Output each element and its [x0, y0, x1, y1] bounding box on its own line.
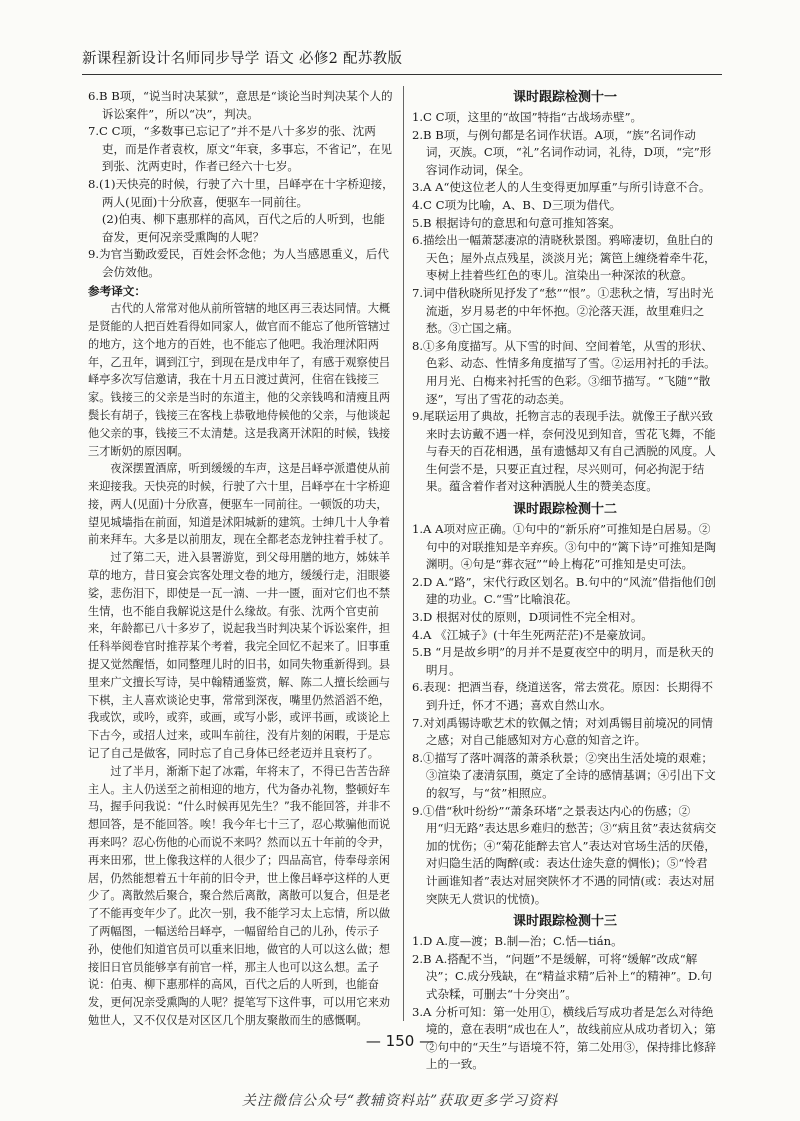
- section-12-item: 2.D A.“路”，宋代行政区划名。B.句中的“风流”借指他们创建的功业。C.“雪”比喻浪花。: [412, 574, 716, 607]
- page-number: — 150 —: [365, 1032, 435, 1050]
- section-title-13: 课时跟踪检测十三: [512, 914, 617, 930]
- section-11-item: 8.①多角度描写。从下雪的时间、空间着笔，从雪的形状、色彩、动态、性情多角度描写了雪。②运用衬托的手法。用月光、白梅来衬托雪的色彩。③细节描写。“飞随”“散逐”，写出了雪花的动态美。: [412, 338, 716, 406]
- section-11-item: 4.C C项为比喻，A、B、D三项为借代。: [412, 197, 622, 212]
- section-12-item: 8.①描写了落叶凋落的萧杀秋景；②突出生活处境的艰难；③渲染了凄清氛围，奠定了全诗的感情基调；④引出下文的叙写，与“贫”相照应。: [412, 750, 716, 800]
- answer-6: 6.B B项，“说当时决某狱”，意思是“谈论当时判决某个人的诉讼案件”，所以“决”，判决。: [88, 89, 393, 121]
- section-13-item: 3.A 分析可知：第一处用①，横线后写成功者是怎么对待绝境的，意在表明“成也在人”，故线前应从成功者切入；第②句中的“天生”与语境不符，第二处用③，保持排比修辞上的一致。: [412, 1004, 717, 1072]
- answer-9: 9.为官当勤政爱民，百姓会怀念他；为人当感恩重义，后代会仿效他。: [88, 247, 389, 279]
- translation-paragraph: 夜深摆置酒席，听到缓缓的车声，这是吕峄亭派遣使从前来迎接我。天快亮的时候，行驶了六十里，吕峄亭在十字桥迎接，两人(见面)十分欣喜，便驱车一同前往。一顿饭的功夫，望见城墙指在前面，知道是沭阳城新的建筑。士绅几十人争着前来拜车。大多是以前朋友，现在全都老态龙钟拄着手杖了。: [88, 462, 391, 547]
- footer-note: 关注微信公众号“教辅资料站”获取更多学习资料: [241, 1093, 559, 1109]
- section-12-item: 9.①借“秋叶纷纷”“萧条环堵”之景表达内心的伤感；②用“归无路”表达思乡难归的愁苦；③“病且贫”表达贫病交加的忧伤；④“菊花能醉去官人”表达对官场生活的厌倦，对归隐生活的陶醉(或：表达仕途失意的惆怅)；⑤“怜君计画谁知者”表达对屈突陕怀才不遇的同情(或：表达对屈突陕无人赏识的忧愤)。: [412, 803, 717, 906]
- section-11-item: 3.A A“使这位老人的人生变得更加厚重”与所引诗意不合。: [412, 180, 711, 195]
- translation-paragraph: 古代的人常常对他从前所管辖的地区再三表达同情。大概是贤能的人把百姓看得如同家人，做官而不能忘了他所管辖过的地方，这个地方的百姓，也不能忘了他吧。我治理沭阳两年，乙丑年，调到江宁，到现在是戊申年了，有感于观察使吕峄亭多次写信邀请，我在十月五日渡过黄河，住宿在钱接三家。钱接三的父亲是当时的东道主，他的父亲钱鸣和清瘦且两鬓长有胡子，钱接三在客栈上恭敬地侍候他的父亲，与他谈起他父亲的事，钱接三不太清楚。这是我离开沭阳的时候，钱接三才断奶的原因啊。: [88, 302, 391, 458]
- section-13-item: 2.B A.搭配不当，“问题”不是缓解，可将“缓解”改成“解决”；C.成分残缺，在“精益求精”后补上“的精神”。D.句式杂糅，可删去“十分突出”。: [412, 951, 713, 1001]
- translation-paragraph: 过了第二天，进入县署游览，到父母用膳的地方，姊妹羊草的地方，昔日宴会宾客处理文卷的地方，缓缓行走，泪眼婆娑，悲伤泪下，即使是一瓦一湳、一井一匮，面对它们也不禁生情，也不能自我解说这是什么缘故。有张、沈两个官吏前来，年龄都已八十多岁了，说起我当时判决某个诉讼案件，担任科举阅卷官时推荐某个考着，我完全回忆不起来了。旧事重提又觉然醒悟，如同整理儿时的旧书，如同失物重新得到。县里来广文擅长写诗，吴中翰精通鉴赏，解、陈二人擅长绘画与下棋，主人喜欢谈论史事，常常到深夜，嘴里仍然滔滔不绝，我或饮，或吟，或弈，或画，或写小影，或评书画，或谈论上下古今，或招人过来，或叫车前往，没有片刻的闲暇，于是忘记了自己是做客，同时忘了自己身体已经老迈并且衰朽了。: [88, 551, 391, 761]
- column-divider: [403, 86, 404, 1021]
- section-12-item: 4.A 《江城子》(十年生死两茫茫)不是豪放词。: [412, 627, 653, 642]
- answer-8-sub: (2)伯夷、柳下惠那样的高风，百代之后的人听到，也能奋发，更何况亲受熏陶的人呢？: [101, 212, 385, 244]
- section-13-item: 1.D A.度—渡；B.制—治；C.恬—tián。: [412, 934, 623, 949]
- left-column: [88, 88, 394, 1030]
- section-11-item: 9.尾联运用了典故，托物言志的表现手法。就像王子猷兴致来时去访戴不遇一样，奈何没见到知音，雪花飞舞，不能与春天的百花相遇，虽有遗憾却又有自己洒脱的风度。人生何尝不是，只要正直过程，尽兴则可，何必拘泥于结果。蕴含着作者对这种洒脱人生的赞美态度。: [412, 409, 716, 494]
- section-12-item: 1.A A项对应正确。①句中的“新乐府”可推知是白居易。②句中的对联推知是辛弃疾。③句中的“篱下诗”可推知是陶渊明。④句是“葬衣冠”“岭上梅花”可推知是史可法。: [412, 522, 717, 572]
- section-12-item: 5.B “月是故乡明”的月并不是夏夜空中的明月，而是秋天的明月。: [412, 645, 714, 677]
- section-title-11: 课时跟踪检测十一: [512, 90, 617, 105]
- section-title-12: 课时跟踪检测十二: [512, 502, 617, 518]
- header-rule: [82, 74, 722, 75]
- right-column: [412, 88, 718, 1074]
- section-12-item: 3.D 根据对仗的原则，D项词性不完全相对。: [412, 610, 643, 625]
- translation-paragraph: 过了半月，渐渐下起了冰霜，年将末了，不得已告苦告辞主人。主人仍送至之前相迎的地方，代为备办礼物，整顿好车马，握手问我说：“什么时候再见先生？”我不能回答，并非不想回答，是不能回答。唉！我今年七十三了，忍心欺骗他而说再来吗？忍心伤他的心而说不来吗？然而以五十年前的令尹，再来田邪，世上像我这样的人很少了；四品高官，侍奉母亲闲居，仍然能想着五十年前的旧令尹，世上像吕峄亭这样的人更少了。离散然后聚合，聚合然后离散，离散可以复合，但是老了不能再变年少了。此次一别，我不能学习太上忘情，所以做了两幅图，一幅送给吕峄亭，一幅留给自己的儿孙，传示子孙，使他们知道官员可以重来旧地，做官的人可以这么做；想接旧日官员能够享有前官一样，那主人也可以这么想。孟子说：伯夷、柳下惠那样的高风，百代之后的人听到，也能奋发，更何况亲受熏陶的人呢？提笔写下这件事，可以用它来劝勉世人，又不仅仅是对区区几个朋友聚散而生的感慨啊。: [88, 764, 391, 1027]
- section-11-item: 1.C C项，这里的“故国”特指“古战场赤壁”。: [412, 110, 643, 124]
- section-11-item: 7.词中借秋晓所见抒发了“愁”“恨”。①悲秋之情，写出时光流逝，岁月易老的中年怀抱。②沦落天涯，故里难归之愁。③亡国之痛。: [412, 285, 714, 336]
- page-header: 新课程新设计名师同步导学 语文 必修2 配苏教版: [82, 51, 403, 67]
- section-11-item: 5.B 根据诗句的意思和句意可推知答案。: [412, 215, 621, 230]
- section-11-item: 6.描绘出一幅萧瑟凄凉的清晓秋景图。鸦啼凄切，鱼肚白的天色；屋外点点残星，淡淡月光；篱笆上缠绕着牵牛花，枣树上挂着些红色的枣儿。渲染出一种深浓的秋意。: [412, 233, 716, 283]
- answer-8: 8.(1)天快亮的时候，行驶了六十里，吕峄亭在十字桥迎接，两人(见面)十分欣喜，便驱车一同前往。: [88, 176, 394, 209]
- answer-7: 7.C C项，“多数事已忘记了”并不是八十多岁的张、沈两吏，而是作者袁枚，原文“年衰，多事忘，不省记”，在见到张、沈两吏时，作者已经六十七岁。: [88, 124, 393, 174]
- section-12-item: 6.表现：把酒当春，绕道送客，常去赏花。原因：长期得不到升迁，怀才不遇；喜欢自然山水。: [412, 680, 713, 712]
- reference-translation-label: 参考译文：: [88, 283, 146, 298]
- section-11-item: 2.B B项，与例句都是名词作状语。A项，“族”名词作动词，灭族。C项，“礼”名词作动词，礼待，D项，“完”形容词作动词，保全。: [412, 127, 712, 177]
- section-12-item: 7.对刘禹锡诗歌艺术的钦佩之情；对刘禹锡目前境况的同情之感；对自己能感知对方心意的知音之许。: [412, 715, 713, 748]
